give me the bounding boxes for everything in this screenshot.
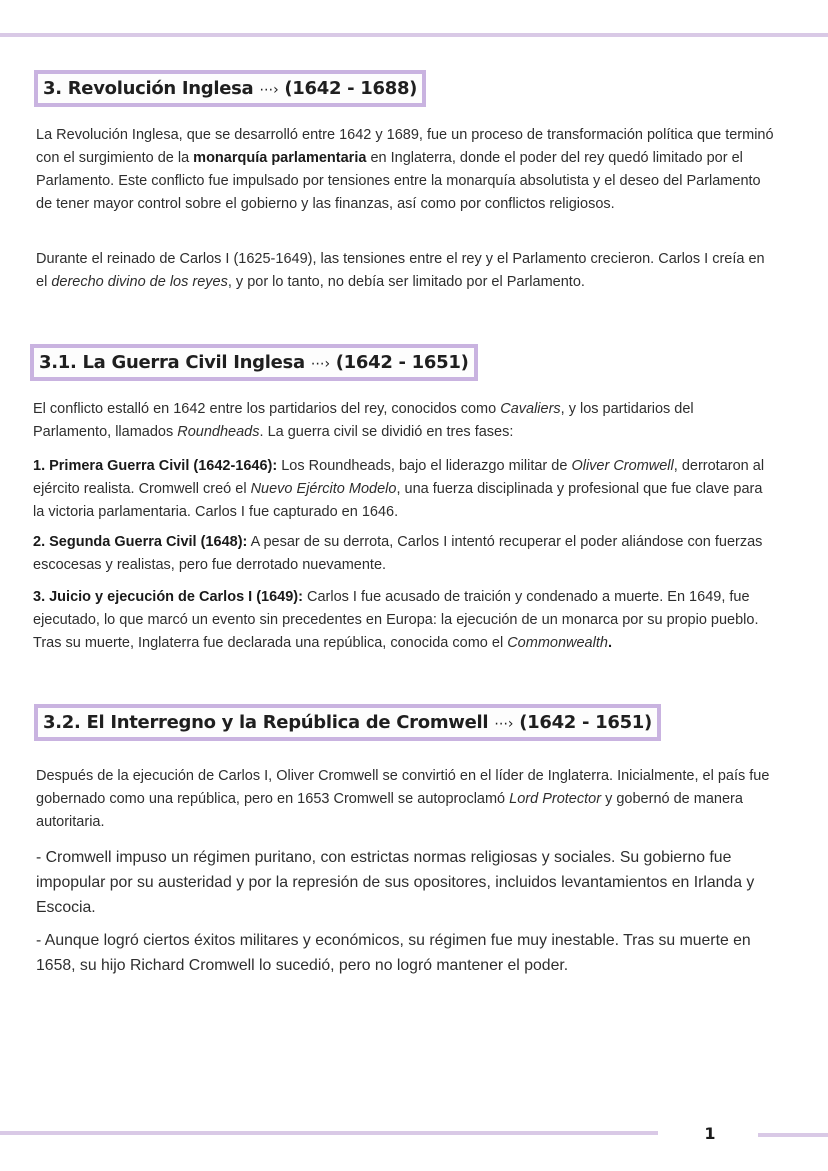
text-run-italic: Nuevo Ejército Modelo: [250, 481, 397, 497]
section-heading-3: [34, 70, 426, 107]
text-run: , una fuerza disciplinada y profesional que fue clave para la victoria parlamentaria. Carlos I fue capturado en 1646.: [33, 481, 763, 520]
section-dates: (1642 - 1651): [519, 712, 652, 733]
text-run: y gobernó de manera autoritaria.: [36, 791, 743, 830]
text-run: en Inglaterra, donde el poder del rey quedó limitado por el Parlamento. Este conflicto fue impulsado por tensiones entre la monarquía absolutista y el deseo del Parlamento de tener mayor control sobre el gobierno y las finanzas, así como por conflictos religiosos.: [36, 150, 761, 212]
paragraph: [33, 531, 773, 577]
arrow-icon: ⋯›: [494, 716, 514, 732]
paragraph: [36, 765, 776, 834]
text-run-italic: Lord Protector: [509, 791, 602, 807]
text-run-bold: .: [607, 635, 612, 651]
section-number: 3.: [43, 78, 62, 99]
text-run-bold: 1. Primera Guerra Civil (1642-1646):: [33, 458, 278, 474]
paragraph: [36, 845, 776, 920]
section-title: La Guerra Civil Inglesa: [82, 352, 305, 373]
section-dates: (1642 - 1688): [284, 78, 418, 99]
text-run: , y los partidarios del Parlamento, llamados: [33, 401, 694, 440]
paragraph: [36, 124, 776, 216]
section-heading-3-1: [30, 344, 478, 381]
paragraph: [33, 586, 773, 655]
text-run: Carlos I fue acusado de traición y condenado a muerte. En 1649, fue ejecutado, lo que marcó un evento sin precedentes en Europa: la ejecución de un monarca por su propio pueblo. Tras su muerte, Inglaterra fue declarada una república, conocida como el: [33, 589, 759, 651]
section-title: Revolución Inglesa: [67, 78, 254, 99]
text-run: Los Roundheads, bajo el liderazgo militar de: [277, 458, 572, 474]
text-run-bold: monarquía parlamentaria: [193, 150, 367, 166]
text-run-bold: 2. Segunda Guerra Civil (1648):: [33, 534, 248, 550]
section-heading-3-2: [34, 704, 661, 741]
paragraph: [36, 928, 776, 978]
text-run: - Aunque logró ciertos éxitos militares y económicos, su régimen fue muy inestable. Tras su muerte en 1658, su hijo Richard Cromwell lo sucedió, pero no logró mantener el poder.: [36, 932, 751, 974]
text-run: , y por lo tanto, no debía ser limitado por el Parlamento.: [227, 274, 585, 290]
section-dates: (1642 - 1651): [335, 352, 469, 373]
paragraph: [36, 248, 776, 294]
section-number: 3.1.: [39, 352, 77, 373]
section-number: 3.2.: [43, 712, 81, 733]
top-rule: [0, 33, 828, 37]
text-run: Después de la ejecución de Carlos I, Oliver Cromwell se convirtió en el líder de Inglaterra. Inicialmente, el país fue gobernado como una república, pero en 1653 Cromwell se autoproclamó: [36, 768, 770, 807]
page-number: 1: [704, 1124, 716, 1143]
text-run-italic: Commonwealth: [507, 635, 608, 651]
text-run: Durante el reinado de Carlos I (1625-1649), las tensiones entre el rey y el Parlamento crecieron. Carlos I creía en el: [36, 251, 765, 290]
text-run: , derrotaron al ejército realista. Cromwell creó el: [33, 458, 765, 497]
paragraph: [33, 398, 773, 444]
text-run: El conflicto estalló en 1642 entre los partidarios del rey, conocidos como: [33, 401, 501, 417]
text-run: - Cromwell impuso un régimen puritano, con estrictas normas religiosas y sociales. Su gobierno fue impopular por su austeridad y por la represión de sus opositores, incluidos levantamientos en Irlanda y Escocia.: [36, 849, 755, 916]
text-run-italic: Oliver Cromwell: [571, 458, 674, 474]
bottom-rule-right: [758, 1133, 828, 1137]
arrow-icon: ⋯›: [259, 82, 279, 98]
bottom-rule-left: [0, 1131, 658, 1135]
text-run: A pesar de su derrota, Carlos I intentó recuperar el poder aliándose con fuerzas escocesas y realistas, pero fue derrotado nuevamente.: [33, 534, 763, 573]
text-run: . La guerra civil se dividió en tres fases:: [259, 424, 514, 440]
arrow-icon: ⋯›: [310, 356, 330, 372]
text-run-bold: 3. Juicio y ejecución de Carlos I (1649):: [33, 589, 303, 605]
text-run-italic: Roundheads: [177, 424, 260, 440]
paragraph: [33, 455, 773, 524]
text-run-italic: Cavaliers: [500, 401, 561, 417]
text-run: La Revolución Inglesa, que se desarrolló entre 1642 y 1689, fue un proceso de transformación política que terminó con el surgimiento de la: [36, 127, 774, 166]
section-title: El Interregno y la República de Cromwell: [86, 712, 489, 733]
text-run-italic: derecho divino de los reyes: [51, 274, 228, 290]
